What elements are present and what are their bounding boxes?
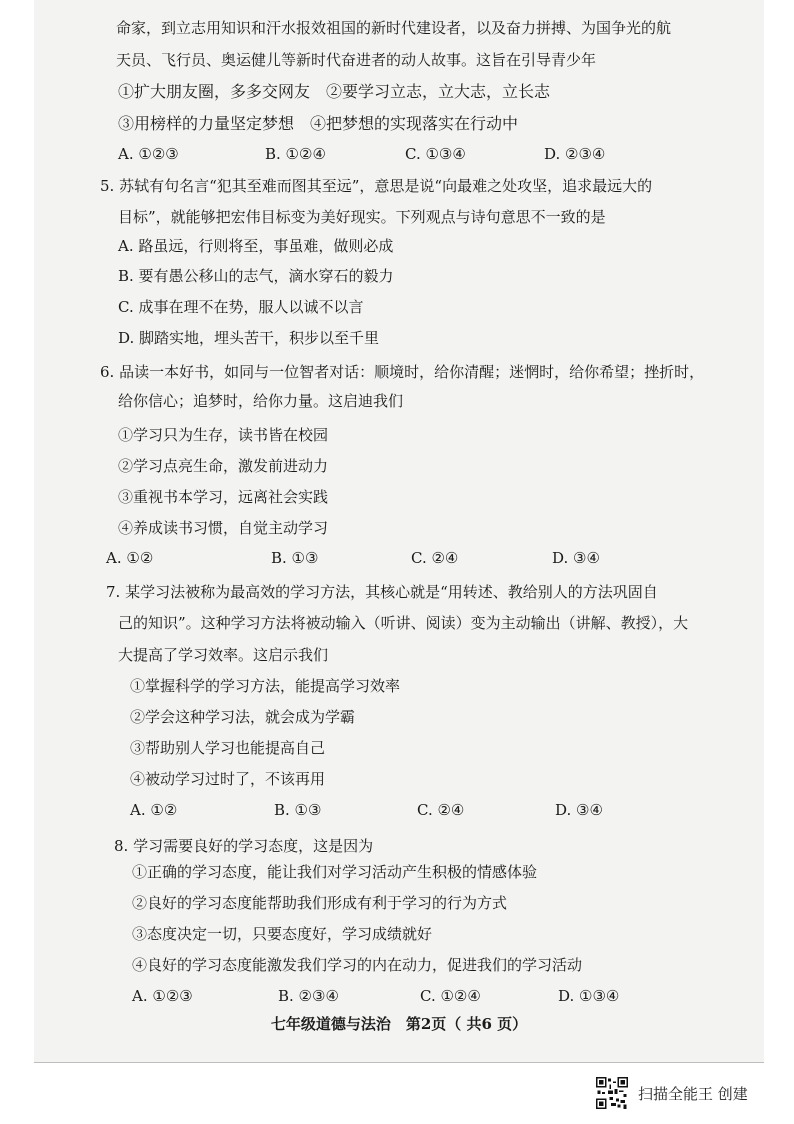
q7-option-d: D. ③④ xyxy=(555,801,603,819)
q5-stem-line2: 目标”，就能够把宏伟目标变为美好现实。下列观点与诗句意思不一致的是 xyxy=(118,208,606,226)
q7-statement-4: ④被动学习过时了，不该再用 xyxy=(130,770,326,788)
exam-page xyxy=(34,0,764,1063)
scanner-watermark xyxy=(596,1076,748,1110)
q7-option-b: B. ①③ xyxy=(274,801,322,819)
q5-option-a: A. 路虽远，行则将至，事虽难，做则必成 xyxy=(118,237,394,255)
q8-statement-2: ②良好的学习态度能帮助我们形成有利于学习的行为方式 xyxy=(132,894,508,912)
q8-option-c: C. ①②④ xyxy=(420,987,481,1005)
q4-stem-line1: 命家，到立志用知识和汗水报效祖国的新时代建设者，以及奋力拼搏、为国争光的航 xyxy=(116,19,672,37)
q6-statement-4: ④养成读书习惯，自觉主动学习 xyxy=(118,519,329,537)
q5-option-b: B. 要有愚公移山的志气，滴水穿石的毅力 xyxy=(118,267,394,285)
q8-statement-3: ③态度决定一切，只要态度好，学习成绩就好 xyxy=(132,925,433,943)
q7-stem-line3: 大提高了学习效率。这启示我们 xyxy=(118,646,329,664)
page-footer: 七年级道德与法治 第2页（ 共6 页） xyxy=(270,1015,528,1033)
q4-option-c: C. ①③④ xyxy=(405,145,466,163)
q7-stem-line2: 己的知识”。这种学习方法将被动输入（听讲、阅读）变为主动输出（讲解、教授），大 xyxy=(118,614,689,632)
q7-option-a: A. ①② xyxy=(130,801,178,819)
q8-statement-4: ④良好的学习态度能激发我们学习的内在动力，促进我们的学习活动 xyxy=(132,956,583,974)
q7-stem-line1: 7. 某学习法被称为最高效的学习方法，其核心就是“用转述、教给别人的方法巩固自 xyxy=(106,583,658,601)
q4-stem-line2: 天员、飞行员、奥运健儿等新时代奋进者的动人故事。这旨在引导青少年 xyxy=(116,51,597,69)
q7-statement-2: ②学会这种学习法，就会成为学霸 xyxy=(130,708,356,726)
q6-stem-line1: 6. 品读一本好书，如同与一位智者对话：顺境时，给你清醒；迷惘时，给你希望；挫折时， xyxy=(100,363,705,381)
q5-stem-line1: 5. 苏轼有句名言“犯其至难而图其至远”，意思是说“向最难之处攻坚，追求最远大的 xyxy=(100,177,653,195)
q4-statements-1: ①扩大朋友圈，多多交网友 ②要学习立志，立大志，立长志 xyxy=(118,82,551,101)
q5-option-d: D. 脚踏实地，埋头苦干，积步以至千里 xyxy=(118,329,380,347)
qr-code-icon xyxy=(596,1077,628,1109)
q5-option-c: C. 成事在理不在势，服人以诚不以言 xyxy=(118,298,364,316)
q8-statement-1: ①正确的学习态度，能让我们对学习活动产生积极的情感体验 xyxy=(132,863,538,881)
q4-option-b: B. ①②④ xyxy=(265,145,326,163)
q4-statements-2: ③用榜样的力量坚定梦想 ④把梦想的实现落实在行动中 xyxy=(118,114,519,133)
q8-stem: 8. 学习需要良好的学习态度，这是因为 xyxy=(114,837,374,855)
q6-option-a: A. ①② xyxy=(106,549,154,567)
q7-statement-1: ①掌握科学的学习方法，能提高学习效率 xyxy=(130,677,401,695)
q6-option-b: B. ①③ xyxy=(271,549,319,567)
q4-option-d: D. ②③④ xyxy=(544,145,606,163)
q7-option-c: C. ②④ xyxy=(417,801,465,819)
q8-option-a: A. ①②③ xyxy=(132,987,193,1005)
q6-statement-2: ②学习点亮生命，激发前进动力 xyxy=(118,457,329,475)
q6-option-d: D. ③④ xyxy=(552,549,600,567)
q6-statement-3: ③重视书本学习，远离社会实践 xyxy=(118,488,329,506)
q6-statement-1: ①学习只为生存，读书皆在校园 xyxy=(118,426,329,444)
q7-statement-3: ③帮助别人学习也能提高自己 xyxy=(130,739,326,757)
q8-option-d: D. ①③④ xyxy=(558,987,620,1005)
q6-option-c: C. ②④ xyxy=(411,549,459,567)
q6-stem-line2: 给你信心；追梦时，给你力量。这启迪我们 xyxy=(118,392,404,410)
watermark-text: 扫描全能王 创建 xyxy=(638,1084,748,1103)
q8-option-b: B. ②③④ xyxy=(278,987,339,1005)
q4-option-a: A. ①②③ xyxy=(118,145,179,163)
